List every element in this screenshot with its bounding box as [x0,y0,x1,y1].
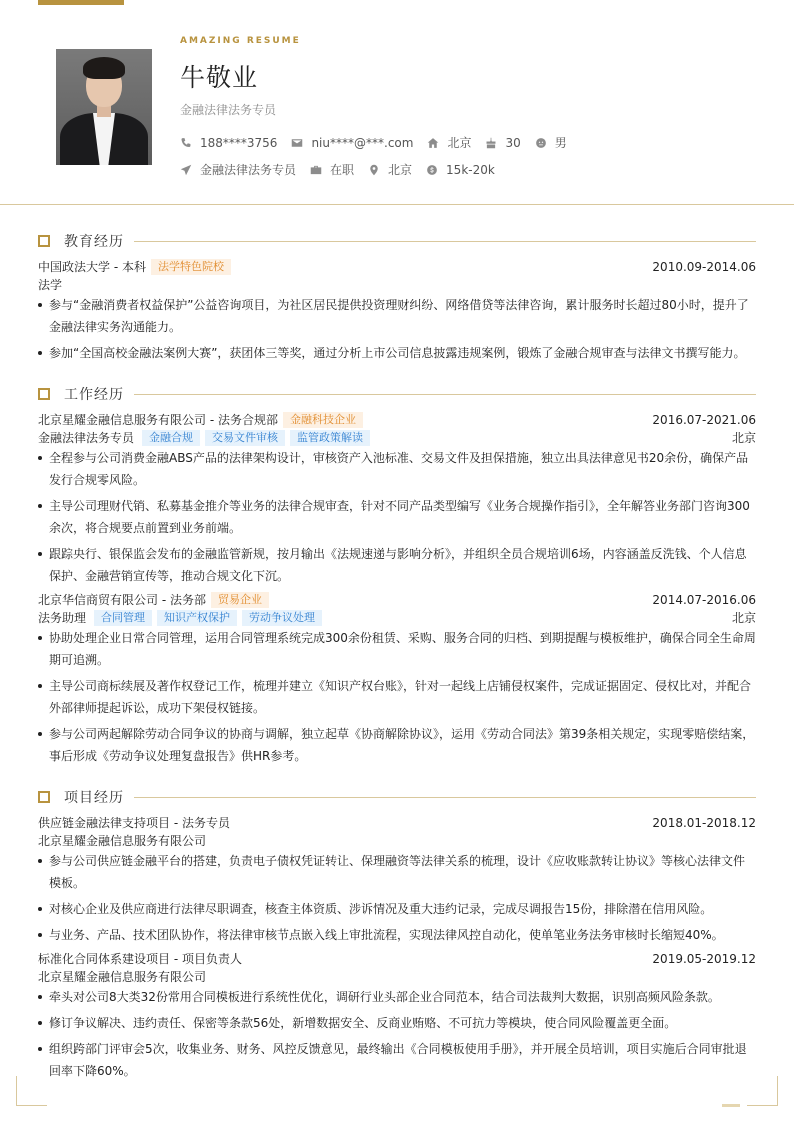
project-bullet: 修订争议解决、违约责任、保密等条款56处，新增数据安全、反商业贿赂、不可抗力等模块，使合同风险覆盖更全面。 [38,1012,756,1034]
section-work-title [38,384,756,404]
project-bullet: 组织跨部门评审会5次，收集业务、财务、风控反馈意见，最终输出《合同模板使用手册》，并开展全员培训，项目实施后合同审批退回率下降60%。 [38,1038,756,1082]
mail-icon [291,137,303,149]
profile-photo [56,49,152,165]
phone-info [180,136,277,150]
major-name: 法学 [38,278,63,292]
email-text: niu****@***.com [311,135,414,150]
project-bullet: 与业务、产品、技术团队协作，将法律审核节点嵌入线上审批流程，实现法律风控自动化，使单笔业务法务审核时长缩短40%。 [38,924,756,946]
job-bullet: 主导公司商标续展及著作权登记工作，梳理并建立《知识产权台账》，针对一起线上店铺侵权案件，完成证据固定、侵权比对，并配合外部律师提起诉讼，成功下架侵权链接。 [38,675,756,719]
job-target-info [180,161,296,178]
cake-icon [485,137,497,149]
job-bullet: 协助处理企业日常合同管理，运用合同管理系统完成300余份租赁、采购、服务合同的归档、到期提醒与模板维护，确保合同全生命周期可追溯。 [38,627,756,671]
bottom-accent-mark [722,1104,740,1107]
education-bullet: 参加“全国高校金融法案例大赛”，获团体三等奖，通过分析上市公司信息披露违规案例，锻炼了金融合规审查与法律文书撰写能力。 [38,342,756,364]
candidate-name: 牛敬业 [180,63,259,92]
resume-tagline: AMAZING RESUME [180,36,301,46]
section-label: 项目经历 [64,790,124,806]
project-name: 标准化合同体系建设项目 - 项目负责人 [38,952,242,966]
job-date: 2016.07-2021.06 [652,413,756,427]
age-info [485,136,520,150]
job-status-info [310,161,354,178]
salary-info [426,163,495,177]
resume-header [0,0,794,205]
project-bullet: 参与公司供应链金融平台的搭建，负责电子债权凭证转让、保理融资等法律关系的梳理，设计《应收账款转让协议》等核心法律文件模板。 [38,850,756,894]
project-bullet: 对核心企业及供应商进行法律尽职调查，核查主体资质、涉诉情况及重大违约记录，完成尽调报告15份，排除潜在信用风险。 [38,898,756,920]
company-tag: 贸易企业 [211,592,269,608]
section-square-icon [38,235,50,247]
target-city-text: 北京 [388,163,413,177]
section-divider [134,797,756,798]
school-name: 中国政法大学 - 本科 [38,260,146,274]
job-bullet: 主导公司理财代销、私募基金推介等业务的法律合规审查，针对不同产品类型编写《业务合规操作指引》，全年解答业务部门咨询300余次，将合规要点前置到业务前端。 [38,495,756,539]
phone-text: 188****3756 [200,135,278,150]
skill-tag: 劳动争议处理 [242,610,322,626]
project-company: 北京星耀金融信息服务有限公司 [38,970,207,984]
section-label: 教育经历 [64,234,124,250]
skill-tag: 交易文件审核 [205,430,285,446]
school-tag: 法学特色院校 [151,259,231,275]
home-icon [427,137,439,149]
project-company: 北京星耀金融信息服务有限公司 [38,834,207,848]
email-info [291,136,413,150]
job-position: 法务助理 [38,611,87,625]
project-date: 2018.01-2018.12 [652,816,756,830]
section-education-title [38,231,756,251]
gender-text: 男 [554,136,567,150]
home-city-text: 北京 [447,136,472,150]
salary-icon [426,164,438,176]
phone-icon [180,137,192,149]
education-date: 2010.09-2014.06 [652,260,756,274]
corner-decoration-right [747,1076,778,1106]
job-target-text: 金融法律法务专员 [200,163,297,177]
skill-tag: 金融合规 [142,430,200,446]
gender-info [535,134,567,151]
corner-decoration-left [16,1076,47,1106]
job-bullet: 参与公司两起解除劳动合同争议的协商与调解，独立起草《协商解除协议》，运用《劳动合同法》第39条相关规定，实现零赔偿结案，事后形成《劳动争议处理复盘报告》供HR参考。 [38,723,756,767]
gender-icon [535,137,547,149]
company-tag: 金融科技企业 [283,412,363,428]
salary-text: 15k-20k [446,162,495,177]
section-divider [134,241,756,242]
section-square-icon [38,791,50,803]
skill-tag: 知识产权保护 [157,610,237,626]
contact-row-1 [180,134,581,151]
target-city-info [368,161,412,178]
job-status-text: 在职 [330,163,355,177]
location-pin-icon [368,164,380,176]
section-divider [134,394,756,395]
job-position: 金融法律法务专员 [38,431,135,445]
send-icon [180,164,192,176]
briefcase-icon [310,164,322,176]
project-date: 2019.05-2019.12 [652,952,756,966]
skill-tag: 合同管理 [94,610,152,626]
section-label: 工作经历 [64,387,124,403]
job-city: 北京 [731,611,756,625]
job-bullet: 全程参与公司消费金融ABS产品的法律架构设计，审核资产入池标准、交易文件及担保措施，独立出具法律意见书20余份，确保产品发行合规零风险。 [38,447,756,491]
candidate-title: 金融法律法务专员 [180,103,277,117]
education-bullet: 参与“金融消费者权益保护”公益咨询项目，为社区居民提供投资理财纠纷、网络借贷等法律咨询，累计服务时长超过80小时，提升了金融法律实务沟通能力。 [38,294,756,338]
project-bullet: 牵头对公司8大类32份常用合同模板进行系统性优化，调研行业头部企业合同范本，结合司法裁判大数据，识别高频风险条款。 [38,986,756,1008]
section-square-icon [38,388,50,400]
age-text: 30 [505,135,521,150]
job-date: 2014.07-2016.06 [652,593,756,607]
section-projects-title [38,787,756,807]
job-city: 北京 [731,431,756,445]
job-bullet: 跟踪央行、银保监会发布的金融监管新规，按月输出《法规速递与影响分析》，并组织全员合规培训6场，内容涵盖反洗钱、个人信息保护、金融营销宣传等，推动合规文化下沉。 [38,543,756,587]
company-name: 北京星耀金融信息服务有限公司 - 法务合规部 [38,413,278,427]
project-name: 供应链金融法律支持项目 - 法务专员 [38,816,230,830]
home-city-info [427,134,471,151]
company-name: 北京华信商贸有限公司 - 法务部 [38,593,206,607]
skill-tag: 监管政策解读 [290,430,370,446]
contact-row-2 [180,161,509,178]
